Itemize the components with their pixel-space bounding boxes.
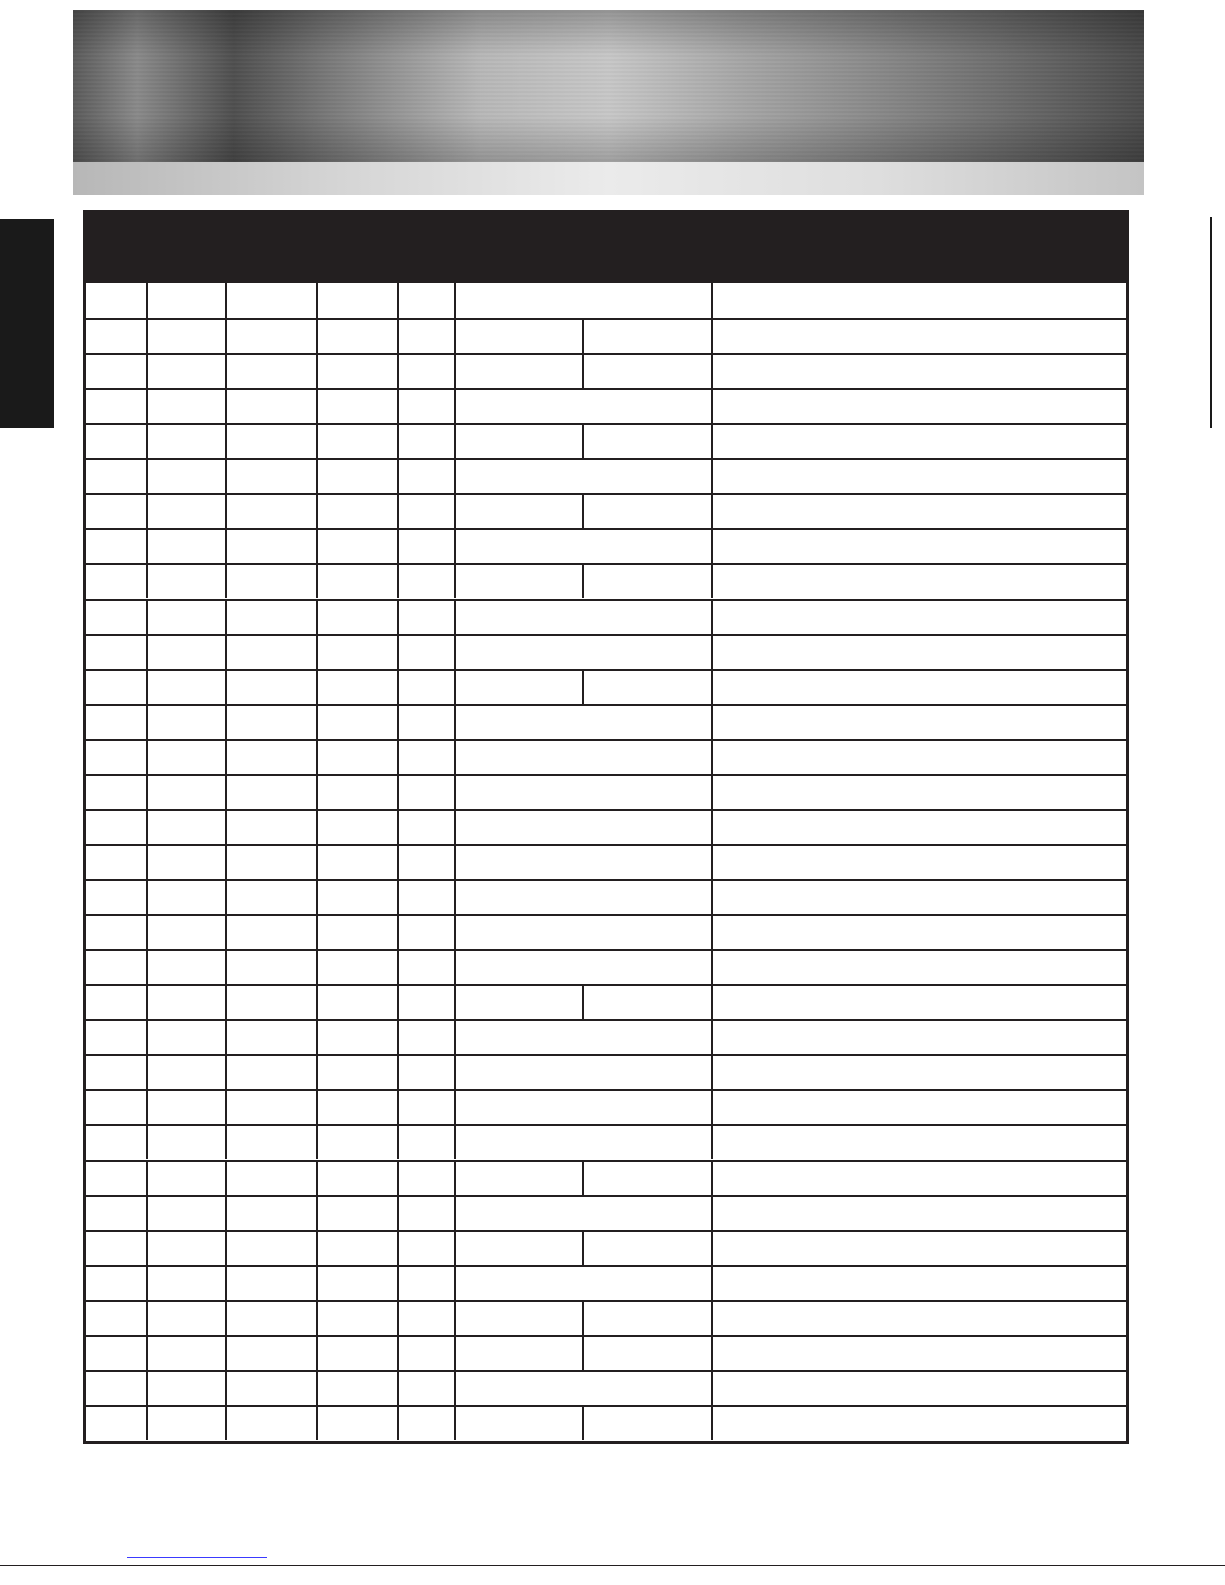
table-cell [148, 1337, 227, 1370]
table-cell [456, 425, 584, 458]
table-cell [399, 1267, 456, 1300]
table-cell [584, 355, 713, 388]
table-cell [456, 495, 584, 528]
table-cell [713, 1126, 1126, 1159]
table-cell [399, 565, 456, 598]
table-cell [713, 846, 1126, 879]
banner-shading [73, 10, 1144, 162]
table-cell [399, 636, 456, 669]
table-cell [399, 671, 456, 704]
table-cell [456, 1267, 713, 1300]
table-cell [456, 320, 584, 353]
table-cell [318, 390, 399, 423]
table-row [86, 739, 1126, 774]
table-cell [148, 776, 227, 809]
table-cell [713, 530, 1126, 563]
table-cell [584, 1232, 713, 1265]
table-cell [399, 320, 456, 353]
table-cell [456, 741, 713, 774]
table-cell [318, 951, 399, 984]
table-cell [456, 530, 713, 563]
table-cell [148, 355, 227, 388]
table-cell [318, 1021, 399, 1054]
table-cell [227, 741, 318, 774]
table-cell [399, 706, 456, 739]
table-cell [86, 1197, 148, 1230]
table-cell [713, 565, 1126, 598]
table-cell [456, 916, 713, 949]
table-cell [86, 1407, 148, 1440]
table-cell [713, 1056, 1126, 1089]
table-cell [456, 881, 713, 914]
table-cell [86, 636, 148, 669]
table-cell [456, 283, 713, 318]
table-row [86, 879, 1126, 914]
table-cell [456, 1197, 713, 1230]
table-cell [399, 811, 456, 844]
table-cell [399, 460, 456, 493]
table-row [86, 458, 1126, 493]
table-cell [318, 460, 399, 493]
table-cell [227, 671, 318, 704]
table-row [86, 914, 1126, 949]
table-cell [399, 1372, 456, 1405]
table-cell [86, 706, 148, 739]
table-cell [86, 425, 148, 458]
table-cell [713, 283, 1126, 318]
side-edge-line [1210, 217, 1212, 428]
table-cell [456, 390, 713, 423]
table-cell [86, 1162, 148, 1195]
table-cell [584, 1337, 713, 1370]
table-cell [456, 706, 713, 739]
table-cell [318, 530, 399, 563]
table-cell [86, 986, 148, 1019]
table-cell [399, 1091, 456, 1124]
table-row [86, 493, 1126, 528]
table-cell [399, 601, 456, 634]
table-cell [86, 846, 148, 879]
table-row [86, 599, 1126, 634]
table-cell [318, 741, 399, 774]
table-cell [227, 1197, 318, 1230]
table-cell [713, 776, 1126, 809]
table-cell [148, 283, 227, 318]
table-cell [318, 811, 399, 844]
table-row [86, 844, 1126, 879]
table-cell [713, 1091, 1126, 1124]
table-cell [148, 846, 227, 879]
table-cell [713, 460, 1126, 493]
table-cell [456, 846, 713, 879]
table-cell [713, 986, 1126, 1019]
table-row [86, 1160, 1126, 1195]
table-cell [399, 390, 456, 423]
table-cell [584, 1302, 713, 1335]
table-cell [148, 916, 227, 949]
table-cell [318, 495, 399, 528]
table-cell [584, 986, 713, 1019]
table-cell [399, 951, 456, 984]
table-row [86, 669, 1126, 704]
table-row [86, 634, 1126, 669]
footer-rule [0, 1565, 1225, 1566]
table-cell [713, 1162, 1126, 1195]
table-row [86, 1405, 1126, 1440]
table-cell [713, 1232, 1126, 1265]
header-banner-strip [73, 162, 1144, 195]
table-cell [318, 986, 399, 1019]
table-cell [148, 951, 227, 984]
table-cell [713, 881, 1126, 914]
table-cell [318, 1372, 399, 1405]
table-cell [227, 1091, 318, 1124]
table-cell [399, 1021, 456, 1054]
table-cell [86, 390, 148, 423]
table-cell [399, 1302, 456, 1335]
table-cell [86, 283, 148, 318]
table-cell [227, 355, 318, 388]
table-cell [584, 425, 713, 458]
table-cell [584, 1162, 713, 1195]
table-cell [713, 425, 1126, 458]
table-cell [713, 706, 1126, 739]
table-cell [456, 636, 713, 669]
table-cell [227, 425, 318, 458]
table-cell [399, 776, 456, 809]
table-cell [399, 1232, 456, 1265]
table-cell [148, 425, 227, 458]
table-cell [713, 671, 1126, 704]
table-cell [227, 811, 318, 844]
table-cell [227, 1337, 318, 1370]
side-section-tab [0, 219, 54, 428]
table-cell [148, 671, 227, 704]
table-cell [456, 1091, 713, 1124]
table-cell [227, 1372, 318, 1405]
table-cell [318, 1267, 399, 1300]
table-row [86, 353, 1126, 388]
table-cell [148, 811, 227, 844]
table-cell [456, 1162, 584, 1195]
table-cell [318, 916, 399, 949]
table-cell [227, 320, 318, 353]
table-cell [456, 1126, 713, 1159]
table-cell [318, 1126, 399, 1159]
table-cell [227, 530, 318, 563]
table-cell [86, 916, 148, 949]
table-cell [227, 390, 318, 423]
table-cell [148, 530, 227, 563]
table-header [83, 210, 1129, 283]
table-cell [399, 1337, 456, 1370]
table-cell [456, 1232, 584, 1265]
table-row [86, 949, 1126, 984]
table-cell [456, 565, 584, 598]
table-cell [148, 495, 227, 528]
table-cell [148, 706, 227, 739]
table-cell [227, 951, 318, 984]
table-cell [318, 881, 399, 914]
table-cell [713, 1267, 1126, 1300]
table-row [86, 1335, 1126, 1370]
table-cell [227, 1162, 318, 1195]
table-cell [456, 951, 713, 984]
table-cell [318, 776, 399, 809]
table-cell [227, 846, 318, 879]
table-cell [227, 601, 318, 634]
table-cell [86, 1267, 148, 1300]
table-cell [456, 1337, 584, 1370]
table-cell [148, 320, 227, 353]
table-cell [456, 460, 713, 493]
table-cell [456, 355, 584, 388]
table-cell [227, 1056, 318, 1089]
table-cell [86, 495, 148, 528]
table-cell [318, 1056, 399, 1089]
header-banner [73, 10, 1144, 162]
table-cell [318, 320, 399, 353]
table-row [86, 1019, 1126, 1054]
table-cell [148, 1021, 227, 1054]
table-cell [713, 1337, 1126, 1370]
table-row [86, 528, 1126, 563]
table-cell [86, 881, 148, 914]
table-cell [456, 1056, 713, 1089]
data-table [83, 283, 1129, 1444]
table-cell [318, 1407, 399, 1440]
table-cell [227, 1232, 318, 1265]
table-cell [456, 811, 713, 844]
table-cell [713, 741, 1126, 774]
table-cell [399, 495, 456, 528]
table-cell [713, 916, 1126, 949]
table-cell [713, 1021, 1126, 1054]
table-cell [148, 1126, 227, 1159]
table-cell [399, 1407, 456, 1440]
table-cell [399, 741, 456, 774]
table-cell [399, 986, 456, 1019]
table-row [86, 1230, 1126, 1265]
table-cell [86, 460, 148, 493]
table-cell [456, 776, 713, 809]
table-row [86, 563, 1126, 598]
table-cell [227, 495, 318, 528]
table-cell [318, 1337, 399, 1370]
table-cell [713, 1197, 1126, 1230]
table-cell [318, 706, 399, 739]
table-row [86, 388, 1126, 423]
table-row [86, 1265, 1126, 1300]
table-cell [713, 1302, 1126, 1335]
table-cell [713, 1372, 1126, 1405]
table-cell [584, 320, 713, 353]
table-cell [456, 671, 584, 704]
table-cell [86, 1021, 148, 1054]
table-cell [456, 1372, 713, 1405]
table-cell [86, 1337, 148, 1370]
table-cell [318, 1197, 399, 1230]
table-cell [148, 1056, 227, 1089]
table-cell [227, 881, 318, 914]
table-cell [399, 1197, 456, 1230]
table-row [86, 774, 1126, 809]
table-cell [227, 986, 318, 1019]
table-cell [86, 1302, 148, 1335]
table-cell [86, 1232, 148, 1265]
table-cell [318, 671, 399, 704]
table-cell [399, 1126, 456, 1159]
table-cell [86, 811, 148, 844]
table-cell [456, 1407, 584, 1440]
table-cell [227, 776, 318, 809]
table-cell [318, 846, 399, 879]
table-cell [148, 1302, 227, 1335]
table-row [86, 1124, 1126, 1159]
table-cell [227, 1267, 318, 1300]
table-cell [148, 390, 227, 423]
table-cell [148, 986, 227, 1019]
table-cell [227, 1407, 318, 1440]
table-cell [86, 951, 148, 984]
table-cell [148, 601, 227, 634]
table-cell [148, 1372, 227, 1405]
table-cell [227, 1021, 318, 1054]
table-cell [318, 636, 399, 669]
table-cell [227, 565, 318, 598]
table-cell [227, 706, 318, 739]
table-cell [456, 1021, 713, 1054]
table-cell [86, 565, 148, 598]
table-row [86, 809, 1126, 844]
table-cell [456, 601, 713, 634]
table-cell [148, 1091, 227, 1124]
table-cell [148, 741, 227, 774]
table-row [86, 704, 1126, 739]
table-row [86, 1370, 1126, 1405]
footer-link[interactable] [127, 1557, 267, 1558]
table-cell [399, 425, 456, 458]
table-cell [318, 425, 399, 458]
table-cell [713, 636, 1126, 669]
table-cell [227, 460, 318, 493]
table-cell [584, 565, 713, 598]
table-cell [399, 355, 456, 388]
table-row [86, 1054, 1126, 1089]
table-cell [399, 916, 456, 949]
table-cell [713, 1407, 1126, 1440]
table-cell [86, 355, 148, 388]
table-cell [148, 1267, 227, 1300]
table-cell [86, 1091, 148, 1124]
table-cell [399, 1056, 456, 1089]
table-row [86, 1300, 1126, 1335]
table-cell [713, 951, 1126, 984]
table-cell [456, 1302, 584, 1335]
table-cell [86, 1126, 148, 1159]
table-cell [318, 565, 399, 598]
table-cell [584, 671, 713, 704]
table-cell [318, 1302, 399, 1335]
table-cell [584, 495, 713, 528]
table-cell [318, 1091, 399, 1124]
table-cell [318, 1232, 399, 1265]
table-row [86, 423, 1126, 458]
table-cell [86, 741, 148, 774]
table-row [86, 318, 1126, 353]
table-cell [456, 986, 584, 1019]
table-cell [227, 636, 318, 669]
table-cell [148, 1197, 227, 1230]
table-cell [399, 881, 456, 914]
table-cell [86, 1056, 148, 1089]
table-cell [713, 495, 1126, 528]
table-cell [713, 390, 1126, 423]
table-cell [148, 565, 227, 598]
table-cell [86, 671, 148, 704]
table-cell [399, 283, 456, 318]
table-cell [148, 1162, 227, 1195]
table-cell [148, 881, 227, 914]
table-row [86, 1195, 1126, 1230]
table-cell [227, 283, 318, 318]
table-cell [318, 1162, 399, 1195]
table-cell [399, 846, 456, 879]
table-cell [318, 283, 399, 318]
table-cell [584, 1407, 713, 1440]
table-cell [86, 601, 148, 634]
table-cell [86, 776, 148, 809]
table-cell [713, 355, 1126, 388]
table-cell [148, 460, 227, 493]
table-cell [86, 320, 148, 353]
table-cell [713, 811, 1126, 844]
table-cell [227, 1302, 318, 1335]
table-row [86, 283, 1126, 318]
table-cell [148, 636, 227, 669]
table-cell [318, 355, 399, 388]
table-cell [86, 530, 148, 563]
table-cell [148, 1407, 227, 1440]
table-cell [399, 530, 456, 563]
table-cell [227, 1126, 318, 1159]
table-cell [148, 1232, 227, 1265]
table-cell [713, 601, 1126, 634]
table-cell [713, 320, 1126, 353]
table-cell [86, 1372, 148, 1405]
table-cell [318, 601, 399, 634]
table-cell [227, 916, 318, 949]
table-row [86, 1089, 1126, 1124]
table-cell [399, 1162, 456, 1195]
table-row [86, 984, 1126, 1019]
